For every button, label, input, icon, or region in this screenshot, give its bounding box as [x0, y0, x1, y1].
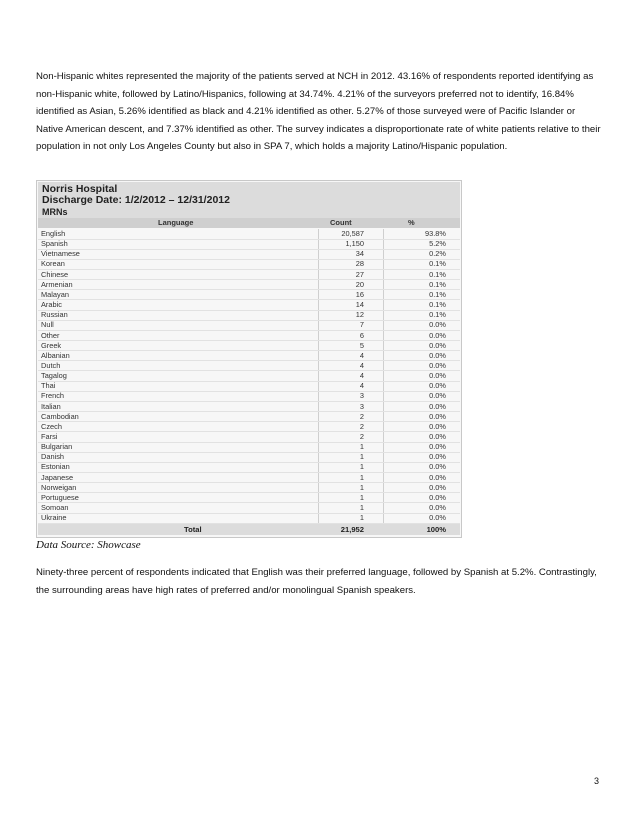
count-cell: 28	[355, 259, 364, 269]
percent-cell: 0.0%	[429, 462, 446, 472]
table-subtitle: MRNs	[42, 207, 68, 217]
count-cell: 1	[359, 442, 364, 452]
language-cell: Other	[41, 330, 60, 340]
table-title: Norris Hospital	[42, 183, 118, 195]
percent-cell: 0.0%	[429, 340, 446, 350]
percent-cell: 0.0%	[429, 360, 446, 370]
count-cell: 1	[359, 462, 364, 472]
language-table	[36, 180, 462, 538]
count-cell: 2	[359, 432, 364, 441]
percent-cell: 0.0%	[429, 432, 446, 441]
count-cell: 7	[359, 320, 364, 330]
percent-cell: 0.0%	[429, 421, 446, 431]
column-headers	[38, 218, 460, 228]
table-row	[38, 402, 460, 413]
count-cell: 4	[359, 350, 364, 360]
language-cell: Farsi	[41, 432, 58, 441]
table-row	[38, 320, 460, 331]
percent-cell: 93.8%	[425, 229, 446, 238]
table-row	[38, 249, 460, 260]
table-row	[38, 462, 460, 473]
language-cell: Tagalog	[41, 371, 67, 381]
percent-cell: 0.0%	[429, 472, 446, 482]
total-count: 21,952	[340, 525, 364, 534]
table-row	[38, 493, 460, 504]
percent-cell: 0.0%	[429, 391, 446, 401]
language-cell: Danish	[41, 452, 65, 462]
percent-cell: 0.0%	[429, 320, 446, 330]
language-cell: Malayan	[41, 289, 69, 299]
count-cell: 16	[355, 289, 364, 299]
percent-cell: 0.0%	[429, 330, 446, 340]
percent-cell: 0.1%	[429, 269, 446, 279]
table-row	[38, 391, 460, 402]
total-row	[38, 524, 460, 535]
table-row	[38, 341, 460, 352]
percent-cell: 0.1%	[429, 289, 446, 299]
language-cell: Ukraine	[41, 513, 67, 523]
language-cell: Estonian	[41, 462, 70, 472]
table-row	[38, 239, 460, 250]
total-pct: 100%	[426, 525, 446, 534]
table-row	[38, 229, 460, 240]
count-cell: 1	[359, 503, 364, 513]
page-number: 3	[594, 776, 600, 786]
table-row	[38, 371, 460, 382]
percent-cell: 0.0%	[429, 411, 446, 421]
table-row	[38, 432, 460, 443]
table-row	[38, 452, 460, 463]
language-cell: Greek	[41, 340, 62, 350]
language-cell: Czech	[41, 421, 62, 431]
table-row	[38, 412, 460, 423]
table-header	[38, 182, 460, 218]
percent-cell: 0.1%	[429, 259, 446, 269]
language-cell: Russian	[41, 310, 68, 320]
count-cell: 1	[359, 513, 364, 523]
count-cell: 4	[359, 360, 364, 370]
language-cell: Somoan	[41, 503, 69, 513]
column-header-language: Language	[158, 218, 194, 227]
language-cell: English	[41, 229, 66, 238]
summary-paragraph: Ninety-three percent of respondents indicated that English was their preferred language, followed by Spanish at 5.2%. Contrastingly, the surrounding areas have high rates of preferred and/or monolingual Spanish speakers.	[36, 567, 597, 596]
count-cell: 6	[359, 330, 364, 340]
language-cell: Japanese	[41, 472, 74, 482]
language-cell: Null	[41, 320, 54, 330]
table-row	[38, 442, 460, 453]
language-cell: French	[41, 391, 65, 401]
percent-cell: 0.1%	[429, 310, 446, 320]
percent-cell: 0.2%	[429, 249, 446, 259]
language-cell: Dutch	[41, 360, 61, 370]
language-cell: Chinese	[41, 269, 69, 279]
column-header-pct: %	[408, 218, 415, 227]
table-row	[38, 513, 460, 524]
percent-cell: 0.0%	[429, 492, 446, 502]
percent-cell: 0.0%	[429, 513, 446, 523]
language-cell: Thai	[41, 381, 56, 391]
percent-cell: 0.0%	[429, 452, 446, 462]
language-cell: Bulgarian	[41, 442, 73, 452]
percent-cell: 0.0%	[429, 503, 446, 513]
count-cell: 4	[359, 371, 364, 381]
count-cell: 2	[359, 421, 364, 431]
table-row	[38, 310, 460, 321]
count-cell: 1	[359, 492, 364, 502]
percent-cell: 0.0%	[429, 371, 446, 381]
table-row	[38, 422, 460, 433]
count-cell: 34	[355, 249, 364, 259]
count-cell: 4	[359, 381, 364, 391]
language-cell: Portuguese	[41, 492, 79, 502]
count-cell: 1	[359, 452, 364, 462]
language-cell: Armenian	[41, 279, 73, 289]
table-row	[38, 503, 460, 514]
table-row	[38, 381, 460, 392]
count-cell: 2	[359, 411, 364, 421]
total-label: Total	[184, 525, 202, 534]
percent-cell: 0.0%	[429, 401, 446, 411]
percent-cell: 0.0%	[429, 482, 446, 492]
count-cell: 1	[359, 482, 364, 492]
table-row	[38, 473, 460, 484]
table-row	[38, 300, 460, 311]
table-row	[38, 351, 460, 362]
table-date-range: Discharge Date: 1/2/2012 – 12/31/2012	[42, 194, 230, 206]
count-cell: 3	[359, 401, 364, 411]
count-cell: 1	[359, 472, 364, 482]
table-row	[38, 259, 460, 270]
column-header-count: Count	[330, 218, 352, 227]
language-cell: Korean	[41, 259, 65, 269]
percent-cell: 0.0%	[429, 442, 446, 452]
count-cell: 20	[355, 279, 364, 289]
table-row	[38, 361, 460, 372]
table-row	[38, 483, 460, 494]
language-cell: Norweigan	[41, 482, 77, 492]
percent-cell: 0.0%	[429, 381, 446, 391]
language-cell: Italian	[41, 401, 61, 411]
count-cell: 1,150	[345, 239, 364, 249]
percent-cell: 5.2%	[429, 239, 446, 249]
language-cell: Cambodian	[41, 411, 79, 421]
count-cell: 3	[359, 391, 364, 401]
count-cell: 5	[359, 340, 364, 350]
percent-cell: 0.1%	[429, 300, 446, 310]
table-body	[38, 229, 460, 524]
table-row	[38, 270, 460, 281]
data-source-note: Data Source: Showcase	[36, 539, 141, 551]
language-cell: Vietnamese	[41, 249, 80, 259]
intro-paragraph: Non-Hispanic whites represented the majority of the patients served at NCH in 2012. 43.16% of respondents reported identifying as non-Hispanic white, followed by Latino/Hispanics, following at 34.74%. 4.21% of the surveyors preferred not to identify, 16.84% identified as Asian, 5.26% identified as black and 4.21% identified as other. 5.27% of those surveyed were of Pacific Islander or Native American descent, and 7.37% identified as other. The survey indicates a disproportionate rate of white patients relative to their population in not only Los Angeles County but also in SPA 7, which holds a majority Latino/Hispanic population.	[36, 71, 601, 153]
count-cell: 14	[355, 300, 364, 310]
count-cell: 20,587	[341, 229, 364, 238]
table-row	[38, 280, 460, 291]
language-cell: Arabic	[41, 300, 62, 310]
percent-cell: 0.0%	[429, 350, 446, 360]
language-cell: Spanish	[41, 239, 68, 249]
table-row	[38, 331, 460, 342]
count-cell: 27	[355, 269, 364, 279]
percent-cell: 0.1%	[429, 279, 446, 289]
count-cell: 12	[355, 310, 364, 320]
table-row	[38, 290, 460, 301]
language-cell: Albanian	[41, 350, 70, 360]
